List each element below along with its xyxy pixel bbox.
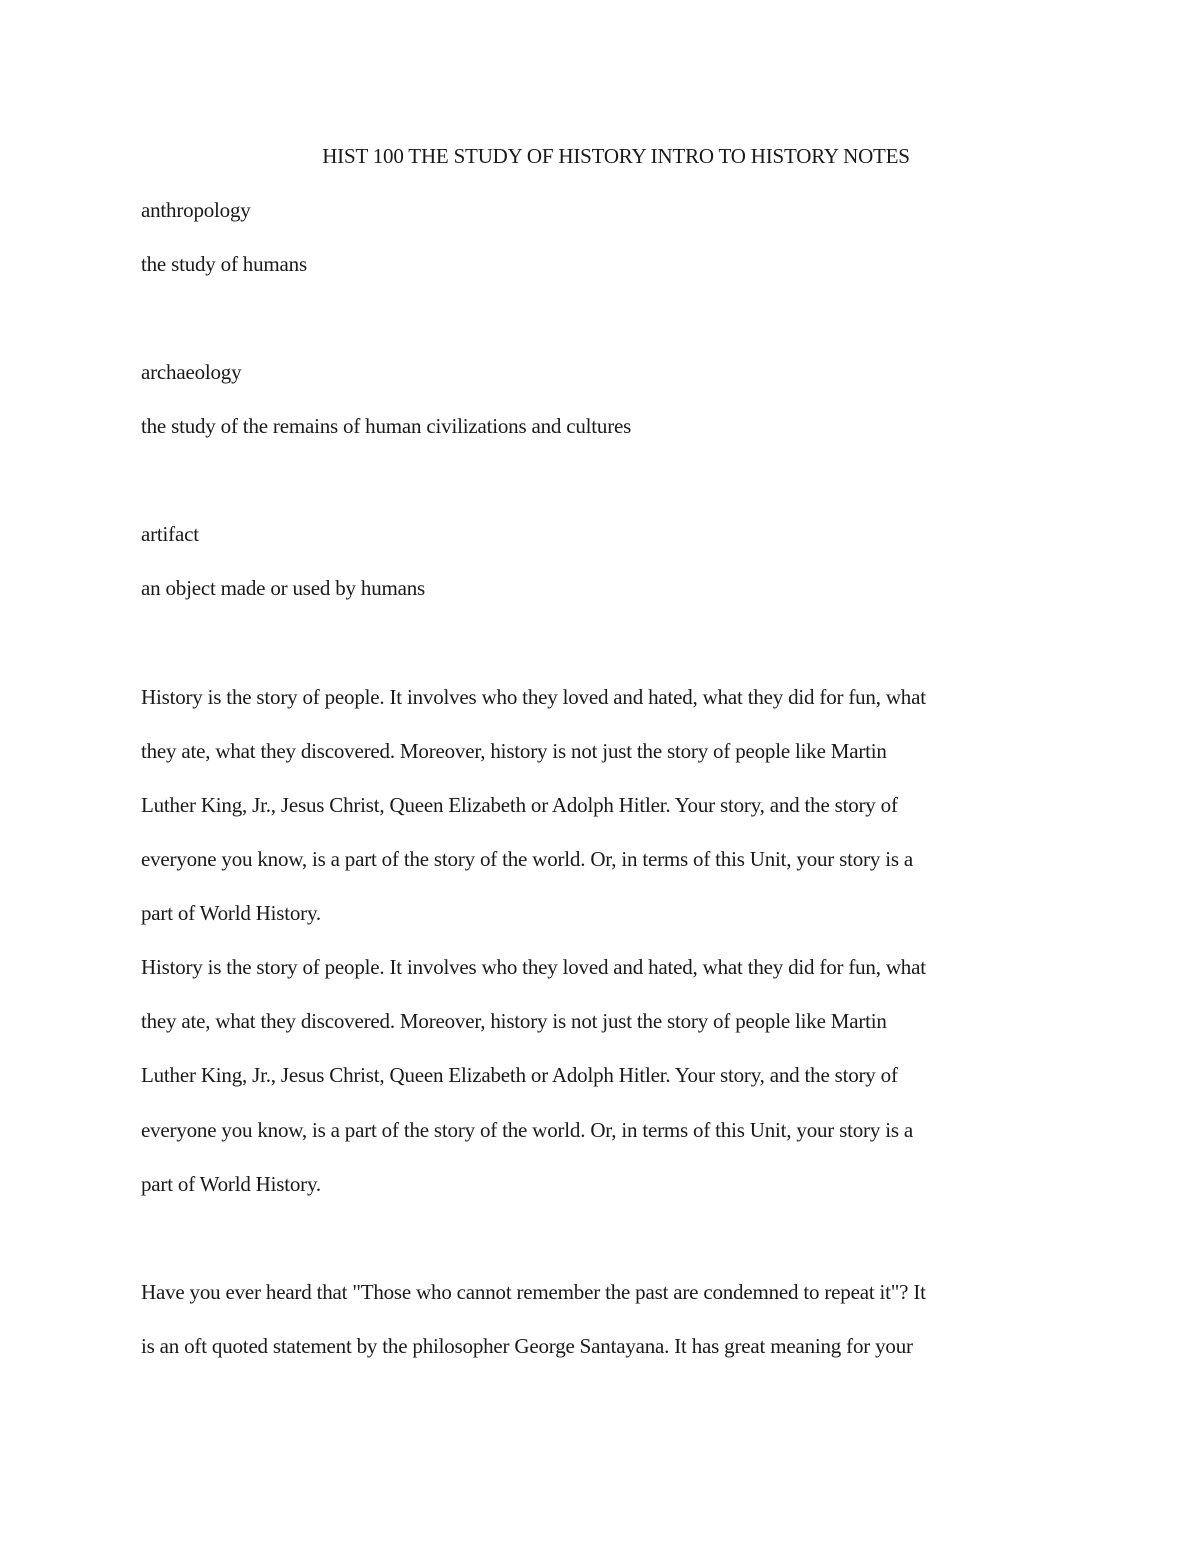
paragraph-line: Luther King, Jr., Jesus Christ, Queen Elizabeth or Adolph Hitler. Your story, and the story of [141, 1063, 898, 1087]
definition-archaeology: the study of the remains of human civilizations and cultures [141, 414, 632, 438]
paragraph-line: everyone you know, is a part of the story of the world. Or, in terms of this Unit, your story is a [141, 1118, 913, 1142]
paragraph-line: History is the story of people. It involves who they loved and hated, what they did for fun, what [141, 955, 926, 979]
paragraph-line: they ate, what they discovered. Moreover, history is not just the story of people like Martin [141, 1009, 887, 1033]
paragraph-line: everyone you know, is a part of the story of the world. Or, in terms of this Unit, your story is a [141, 847, 913, 871]
paragraph-line: is an oft quoted statement by the philosopher George Santayana. It has great meaning for your [141, 1334, 913, 1358]
term-artifact: artifact [141, 522, 199, 546]
document-title: HIST 100 THE STUDY OF HISTORY INTRO TO HISTORY NOTES [322, 144, 910, 168]
definition-artifact: an object made or used by humans [141, 576, 426, 600]
paragraph-line: Luther King, Jr., Jesus Christ, Queen Elizabeth or Adolph Hitler. Your story, and the story of [141, 793, 898, 817]
paragraph-line: part of World History. [141, 901, 321, 925]
paragraph-line: they ate, what they discovered. Moreover, history is not just the story of people like Martin [141, 739, 887, 763]
paragraph-line: History is the story of people. It involves who they loved and hated, what they did for fun, what [141, 685, 926, 709]
term-anthropology: anthropology [141, 198, 251, 222]
paragraph-line: part of World History. [141, 1172, 321, 1196]
paragraph-line: Have you ever heard that "Those who cannot remember the past are condemned to repeat it"? It [141, 1280, 926, 1304]
term-archaeology: archaeology [141, 360, 242, 384]
definition-anthropology: the study of humans [141, 252, 307, 276]
